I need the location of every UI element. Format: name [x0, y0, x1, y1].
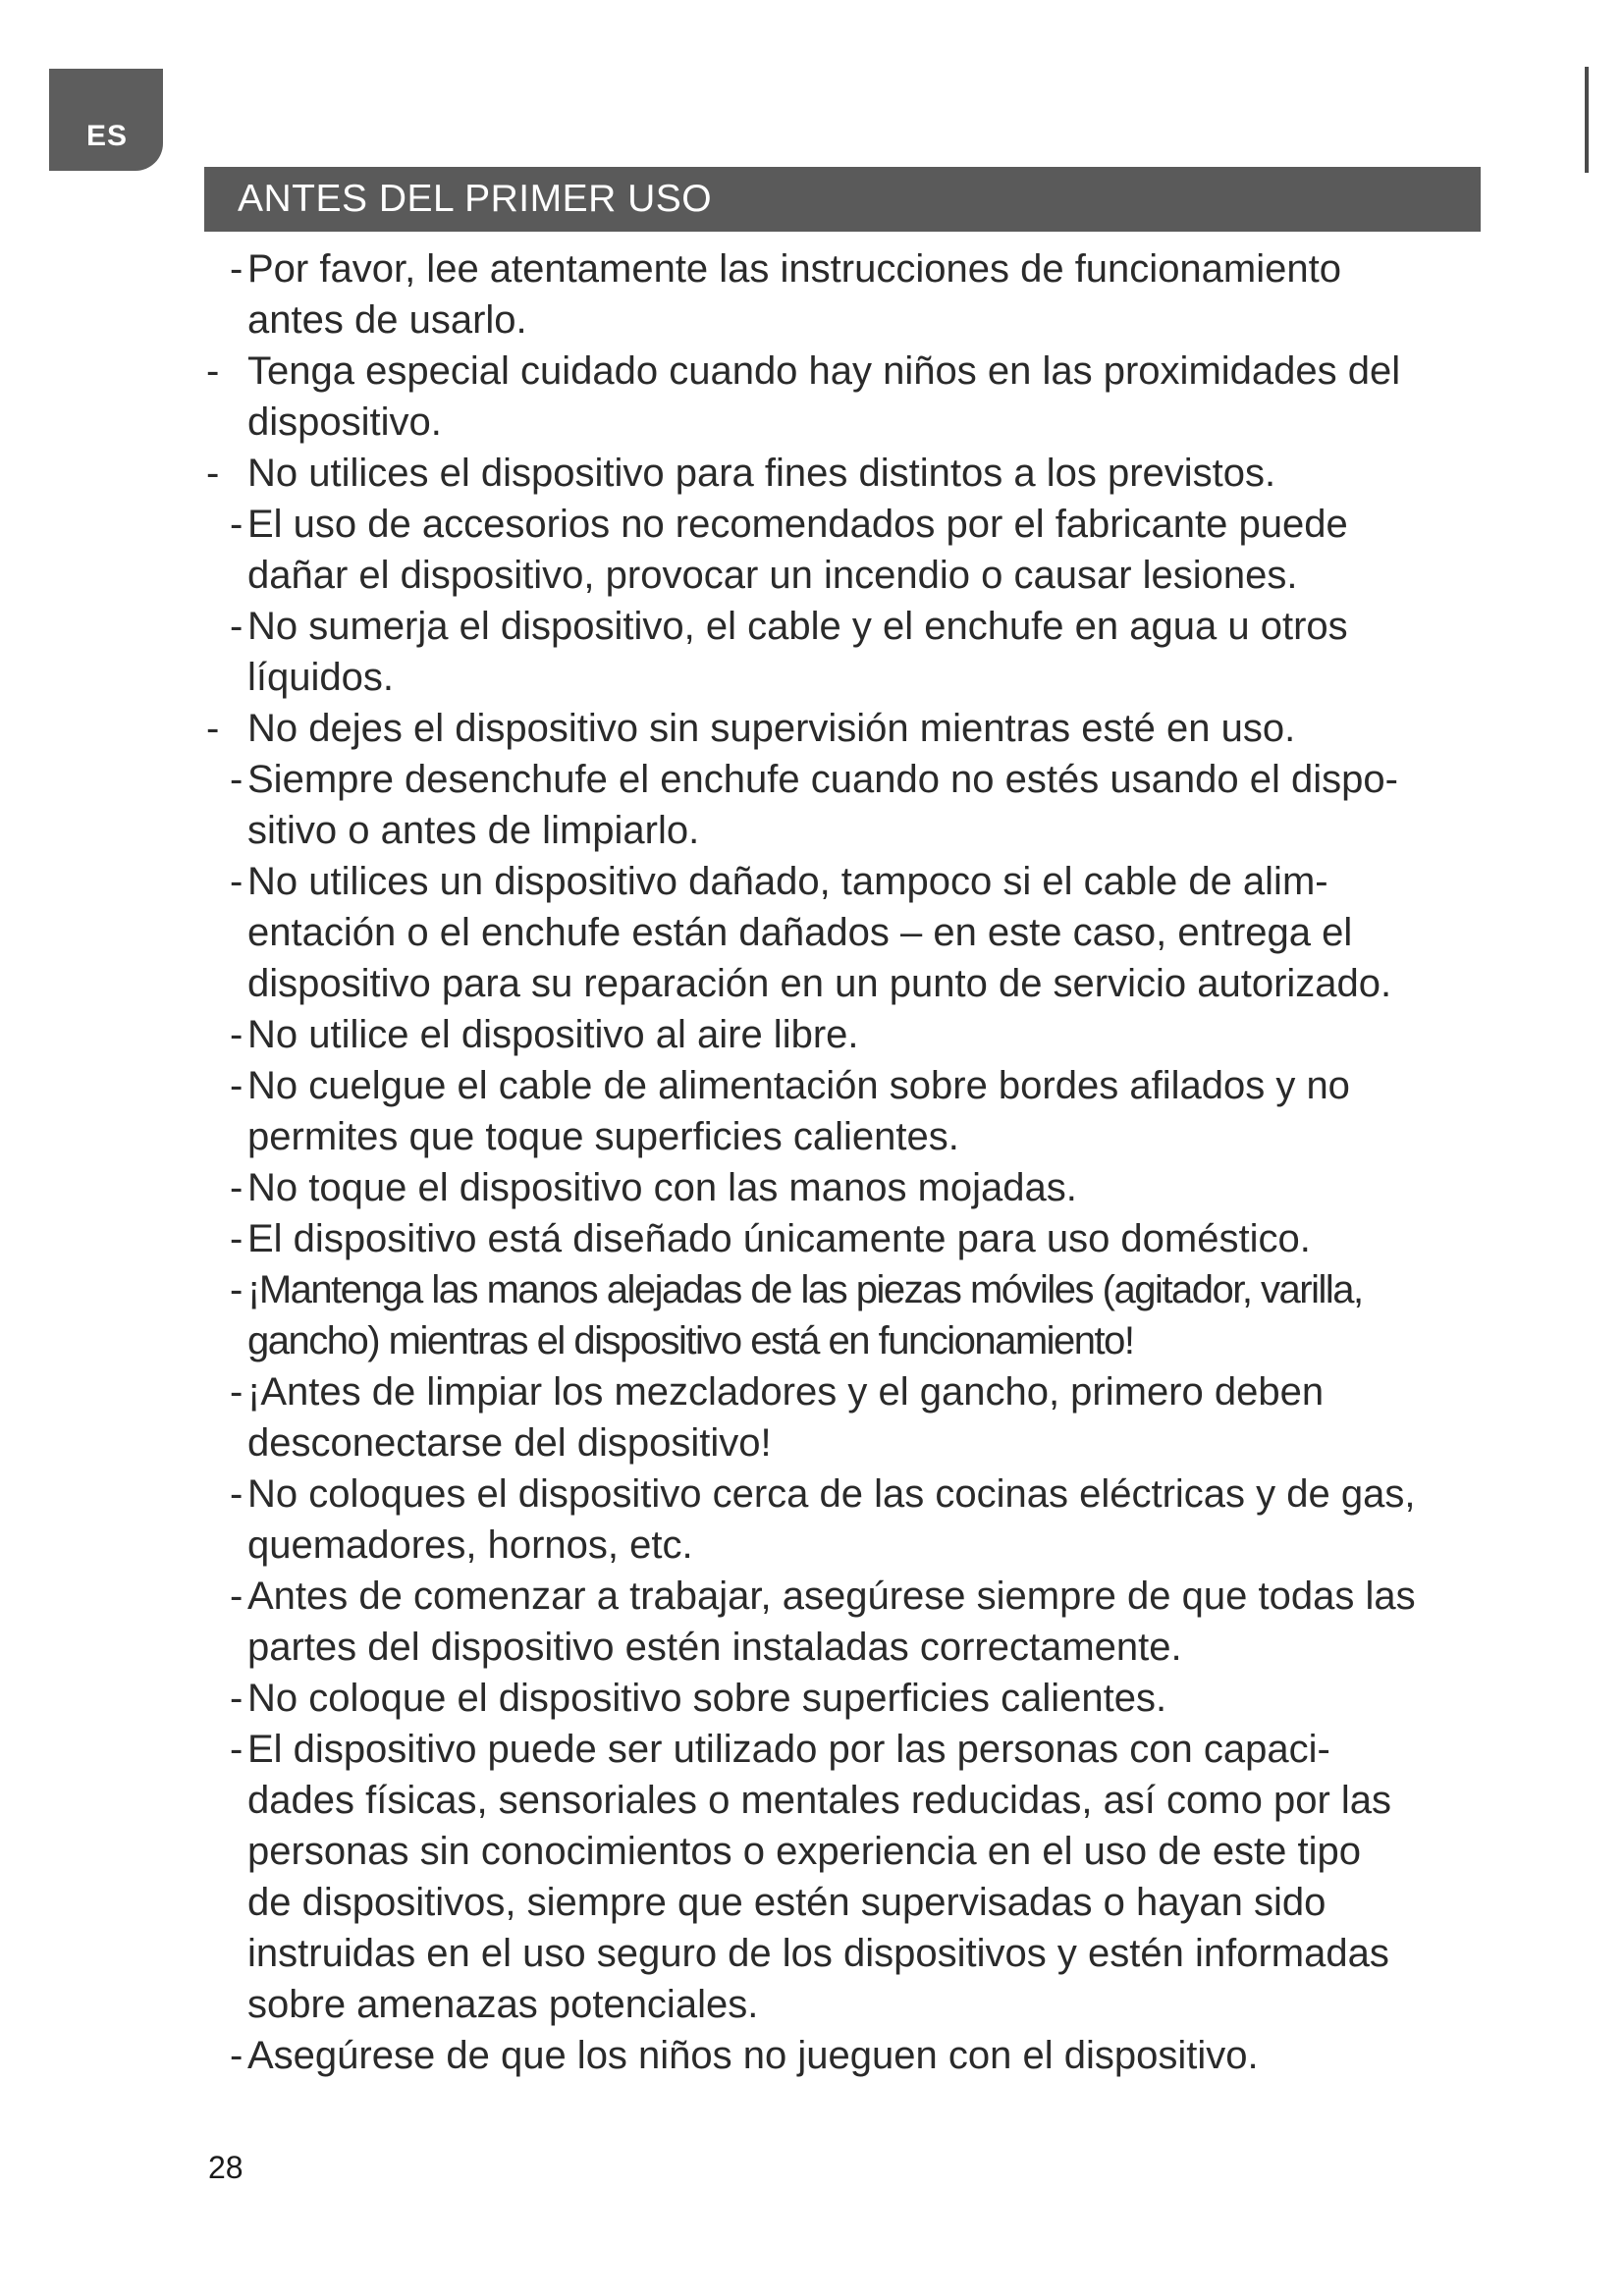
bullet-dash: - — [230, 247, 244, 291]
list-item-text: No coloques el dispositivo cerca de las cocinas eléctricas y de gas, quemadores, hornos, etc. — [247, 1472, 1416, 1567]
list-item-text: Asegúrese de que los niños no jueguen con el dispositivo. — [247, 2034, 1259, 2077]
bullet-dash: - — [206, 452, 220, 495]
list-item — [196, 346, 1571, 448]
list-item-text: No dejes el dispositivo sin supervisión mientras esté en uso. — [247, 707, 1296, 750]
list-item — [196, 1571, 1571, 1673]
list-item-text: No utilice el dispositivo al aire libre. — [247, 1013, 859, 1056]
list-item — [196, 703, 1571, 754]
bullet-dash: - — [206, 707, 220, 750]
list-item — [196, 499, 1571, 601]
list-item-text: ¡Mantenga las manos alejadas de las piezas móviles (agitador, varilla, gancho) mientras el dispositivo está en funcionamiento! — [247, 1268, 1363, 1362]
bullet-dash: - — [230, 1013, 244, 1056]
list-item — [196, 1468, 1571, 1571]
bullet-dash: - — [230, 605, 244, 648]
list-item-text: No coloque el dispositivo sobre superficies calientes. — [247, 1677, 1167, 1720]
list-item — [196, 754, 1571, 856]
list-item-text: El uso de accesorios no recomendados por el fabricante puede dañar el dispositivo, provocar un incendio o causar lesiones. — [247, 503, 1348, 597]
list-item-text: Antes de comenzar a trabajar, asegúrese siempre de que todas las partes del dispositivo estén instaladas correctamente. — [247, 1575, 1416, 1669]
list-item-text: No toque el dispositivo con las manos mojadas. — [247, 1166, 1077, 1209]
list-item-text: El dispositivo está diseñado únicamente para uso doméstico. — [247, 1217, 1311, 1260]
list-item — [196, 1264, 1571, 1366]
list-item-text: El dispositivo puede ser utilizado por las personas con capaci- dades físicas, sensoriales o mentales reducidas, así como por las personas sin conocimientos o experiencia en el uso de este tipo de dispositivos, siempre que estén supervisadas o hayan sido instruidas en el uso seguro de los dispositivos y estén informadas sobre amenazas potenciales. — [247, 1728, 1392, 2026]
list-item-text: Siempre desenchufe el enchufe cuando no estés usando el dispo- sitivo o antes de limpiarlo. — [247, 758, 1398, 852]
list-item-text: No utilices un dispositivo dañado, tampoco si el cable de alim- entación o el enchufe están dañados – en este caso, entrega el dispositivo para su reparación en un punto de servicio autorizado. — [247, 860, 1392, 1005]
bullet-dash: - — [230, 2034, 244, 2077]
list-item — [196, 2030, 1571, 2081]
page-number: 28 — [208, 2150, 244, 2185]
list-item — [196, 1162, 1571, 1213]
bullet-dash: - — [230, 503, 244, 546]
list-item — [196, 601, 1571, 703]
list-item-text: ¡Antes de limpiar los mezcladores y el gancho, primero deben desconectarse del dispositivo! — [247, 1370, 1325, 1465]
list-item — [196, 856, 1571, 1009]
bullet-dash: - — [230, 1166, 244, 1209]
bullet-dash: - — [230, 1217, 244, 1260]
list-item — [196, 243, 1571, 346]
list-item — [196, 1724, 1571, 2030]
list-item-text: No sumerja el dispositivo, el cable y el enchufe en agua u otros líquidos. — [247, 605, 1348, 699]
page-edge-marker — [1585, 67, 1589, 173]
bullet-dash: - — [230, 1677, 244, 1720]
bullet-dash: - — [230, 1575, 244, 1618]
list-item — [196, 1009, 1571, 1060]
list-item — [196, 448, 1571, 499]
bullet-dash: - — [230, 860, 244, 903]
section-title: ANTES DEL PRIMER USO — [238, 178, 713, 220]
list-item — [196, 1060, 1571, 1162]
section-header — [204, 167, 1481, 232]
bullet-dash: - — [206, 349, 220, 393]
bullet-dash: - — [230, 1268, 244, 1311]
list-item — [196, 1673, 1571, 1724]
list-item — [196, 1366, 1571, 1468]
list-item-text: Por favor, lee atentamente las instrucciones de funcionamiento antes de usarlo. — [247, 247, 1341, 342]
language-tab — [49, 69, 163, 171]
list-item-text: No utilices el dispositivo para fines distintos a los previstos. — [247, 452, 1276, 495]
language-code: ES — [86, 120, 129, 152]
list-item-text: No cuelgue el cable de alimentación sobre bordes afilados y no permites que toque superficies calientes. — [247, 1064, 1350, 1158]
list-item — [196, 1213, 1571, 1264]
bullet-dash: - — [230, 1728, 244, 1771]
bullet-dash: - — [230, 758, 244, 801]
bullet-dash: - — [230, 1064, 244, 1107]
list-item-text: Tenga especial cuidado cuando hay niños en las proximidades del dispositivo. — [247, 349, 1401, 444]
bullet-dash: - — [230, 1370, 244, 1414]
bullet-dash: - — [230, 1472, 244, 1516]
instructions-list — [196, 243, 1571, 2081]
